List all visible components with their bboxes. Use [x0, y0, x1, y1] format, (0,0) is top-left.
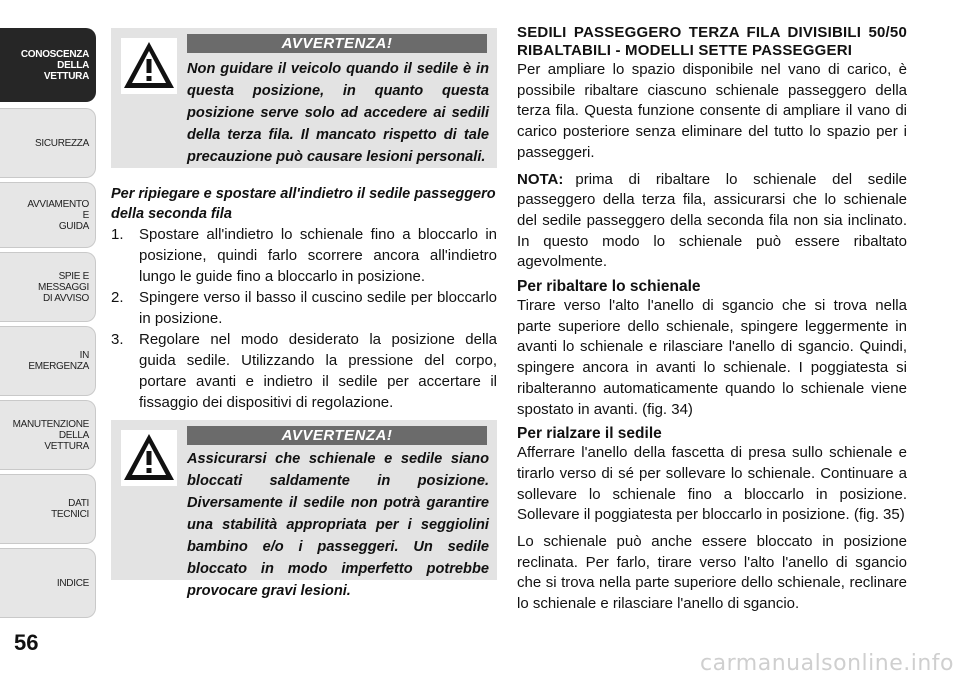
- step-number: 3.: [111, 331, 124, 348]
- warning-text-wrap: [121, 58, 489, 168]
- section-heading: Per ripiegare e spostare all'indietro il sedile passeggero della seconda fila: [111, 186, 496, 222]
- note-paragraph: [517, 170, 907, 274]
- list-item: [111, 329, 497, 413]
- tab-manutenzione[interactable]: [0, 400, 96, 470]
- list-item: [111, 287, 497, 329]
- warning-text: Non guidare il veicolo quando il sedile è in questa posizione, in quanto questa posizione serve solo ad accedere ai sedili della terza fila. Il mancato rispetto di tale precauzione può causare lesioni personali.: [187, 61, 489, 165]
- tab-label: SICUREZZA: [35, 137, 89, 149]
- fold-section: [111, 184, 497, 413]
- tab-dati-tecnici[interactable]: [0, 474, 96, 544]
- note-text: prima di ribaltare lo schienale del sedile passeggero della terza fila, assicurarsi che lo schienale del sedile passeggero della seconda fila non sia inclinato. In questo modo lo schienale può essere ribaltato agevolmente.: [517, 170, 907, 271]
- step-text: Spostare all'indietro lo schienale fino a bloccarlo in posizione, quindi farlo scorrere ancora all'indietro lungo le guide fino a bloccarlo in posizione.: [139, 226, 497, 285]
- warning-box-2: [111, 420, 497, 599]
- paragraph-rialzare: Afferrare l'anello della fascetta di presa sullo schienale e tirarlo verso di sé per sollevare lo schienale. Continuare a sollevare lo schienale fino a bloccarlo in posizione. Sollevare il poggiatesta per bloccarlo in posizione. (fig. 35): [517, 444, 907, 524]
- watermark: carmanualsonline.info: [700, 651, 954, 676]
- step-text: Regolare nel modo desiderato la posizione della guida sedile. Utilizzando la pressione del corpo, portare avanti e indietro il sedile per accertare il fissaggio dei dispositivi di regolazione.: [139, 331, 497, 411]
- tab-label: INDICE: [56, 577, 89, 589]
- paragraph-ribaltare: Tirare verso l'alto l'anello di sgancio che si trova nella parte superiore dello schienale, spingere leggermente in avanti lo schienale e rilasciare l'anello di sgancio. Quindi, spingere ancora in avanti lo schienale. I poggiatesta si ribalteranno automaticamente quando lo schienale viene spostato in avanti. (fig. 34): [517, 297, 907, 418]
- steps-list: [111, 224, 497, 413]
- chapter-sidebar: [0, 0, 100, 678]
- warning-text-wrap: [121, 448, 489, 602]
- right-column: [517, 24, 907, 615]
- step-text: Spingere verso il basso il cuscino sedile per bloccarlo in posizione.: [139, 289, 497, 327]
- page-number: 56: [14, 630, 39, 655]
- section-title: SEDILI PASSEGGERO TERZA FILA DIVISIBILI 50/50 RIBALTABILI - MODELLI SETTE PASSEGGERI: [517, 24, 907, 59]
- step-number: 2.: [111, 289, 124, 306]
- tab-spie-e-messaggi[interactable]: [0, 252, 96, 322]
- tab-indice[interactable]: [0, 548, 96, 618]
- tab-label: SPIE E MESSAGGI DI AVVISO: [38, 270, 89, 304]
- tab-label: AVVIAMENTO E GUIDA: [27, 198, 89, 232]
- subheading-ribaltare: Per ribaltare lo schienale: [517, 278, 701, 296]
- tab-conoscenza-della-vettura[interactable]: [0, 28, 96, 102]
- tab-avviamento-e-guida[interactable]: [0, 182, 96, 248]
- tab-label: DATI TECNICI: [51, 498, 89, 520]
- intro-paragraph: Per ampliare lo spazio disponibile nel vano di carico, è possibile ribaltare ciascuno schienale passeggero della terza fila. Questa funzione consente di ampliare il vano di carico posteriore senza eliminare del tutto lo spazio per i passeggeri.: [517, 61, 907, 161]
- warning-title: AVVERTENZA!: [187, 426, 487, 445]
- tab-label: IN EMERGENZA: [28, 350, 89, 372]
- warning-text: Assicurarsi che schienale e sedile siano bloccati saldamente in posizione. Diversamente il sedile non potrà garantire una stabilità appropriata per i seggiolini bambino e/o i passeggeri. Un sedile bloccato in modo imperfetto potrebbe provocare gravi lesioni.: [187, 451, 489, 599]
- list-item: [111, 224, 497, 287]
- tab-in-emergenza[interactable]: [0, 326, 96, 396]
- note-label: NOTA:: [517, 170, 564, 188]
- warning-box-1: [111, 28, 497, 168]
- step-number: 1.: [111, 226, 124, 243]
- tab-label: MANUTENZIONE DELLA VETTURA: [12, 418, 89, 452]
- paragraph-reclinata: Lo schienale può anche essere bloccato in posizione reclinata. Per farlo, tirare verso l'alto l'anello di sgancio che si trova nella parte superiore dello schienale, reclinare lo schienale e rilasciare l'anello di sgancio.: [517, 533, 907, 613]
- tab-label: CONOSCENZA DELLA VETTURA: [20, 48, 89, 82]
- warning-title: AVVERTENZA!: [187, 34, 487, 53]
- subheading-rialzare: Per rialzare il sedile: [517, 425, 662, 443]
- tab-sicurezza[interactable]: [0, 108, 96, 178]
